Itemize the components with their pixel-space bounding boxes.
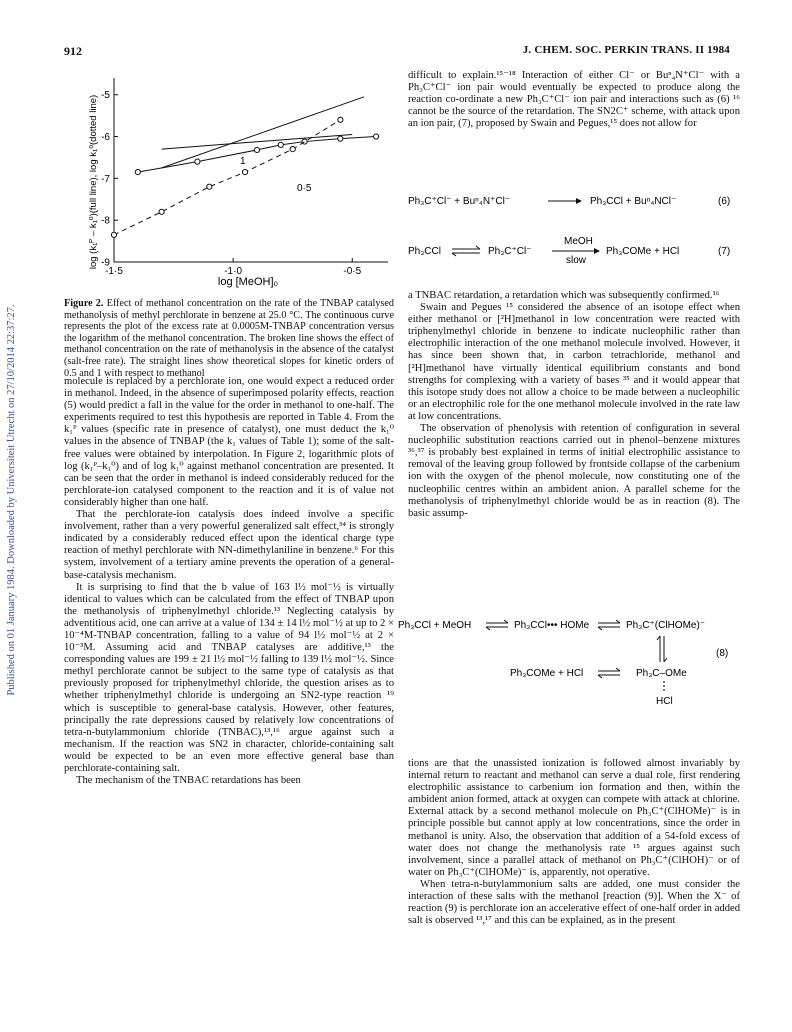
eq8-products: Ph₃COMe + HCl: [510, 668, 584, 679]
download-watermark: Published on 01 January 1984. Downloaded by Universiteit Utrecht on 27/10/2014 22:37:27.: [6, 304, 17, 696]
equation-8-graphic: [398, 612, 740, 712]
right-column-middle: [408, 290, 740, 520]
slope-1-label: 1: [240, 156, 246, 167]
series-2-line: [162, 97, 365, 168]
journal-header: J. CHEM. SOC. PERKIN TRANS. II 1984: [522, 44, 730, 56]
x-tick-label: -1·0: [224, 266, 243, 277]
y-tick-label: -7: [101, 173, 110, 185]
eq7-reactant: Ph₃CCl: [408, 246, 441, 257]
figure-caption-text: Effect of methanol concentration on the rate of the TNBAP catalysed methanolysis of methyl perchlorate in benzene at 25.0 °C. The continuous curve represents the plot of the excess rate at 0.0005M-TNBAP concentration versus the logarithm of the methanol concentration. The broken line shows the effect of methanol concentration on the rate of methanolysis in the absence of the catalyst (salt-free rate). The straight lines show theoretical slopes for kinetic orders of 0.5 and 1 with respect to methanol: [64, 298, 394, 379]
series-1-point: [242, 169, 247, 174]
series-1-point: [207, 184, 212, 189]
y-tick-label: -9: [101, 257, 110, 269]
series-0-point: [373, 134, 378, 139]
figure-2: [70, 70, 400, 292]
chart-axes: [101, 78, 388, 277]
eq6-right: Ph₃CCl + Buⁿ₄NCl⁻: [590, 196, 677, 207]
eq6-left: Ph₃C⁺Cl⁻ + Buⁿ₄N⁺Cl⁻: [408, 196, 511, 207]
left-paragraph-3: It is surprising to find that the b value of 163 l½ mol⁻½ is virtually identical to values which can be calculated from the effect of TNBAP upon the methanolysis of triphenylmethyl chloride.¹³ Neglecting catalysis by adventitious acid, one can arrive at a value of 134 ± 14 l½ mol⁻½ at up to 2 × 10⁻⁴M-TNBAP concentration, falling to a value of 94 l½ mol⁻½ at 2 × 10⁻³M. Assuming acid and TNBAP catalyses are additive,¹³ the corresponding values are 199 ± 21 l½ mol⁻½ falling to 139 l½ mol⁻½. Since methyl perchlorate cannot be subject to the same type of catalysis as that previously proposed for triphenylmethyl chloride, the question arises as to whether triphenylmethyl chloride is undergoing an SN2-type reaction ¹⁹ which is susceptible to general-base catalysis. However, other features, principally the rate depressions caused by relatively low concentrations of tetra-n-butylammonium chloride (TNBAC),¹³,¹⁶ argue against such a mechanism. If the reaction was SN2 in character, chloride-containing salt would be expected to be an even more effective general base than perchlorate-containing salt.: [64, 581, 394, 774]
eq7-ion-pair: Ph₃C⁺Cl⁻: [488, 246, 532, 257]
figure-2-chart: [70, 70, 400, 292]
eq8-intermediate: Ph₃C–OMe: [636, 668, 687, 679]
left-paragraph-1: molecule is replaced by a perchlorate ion, one would expect a reduced order in methanol. Indeed, in the absence of superimposed polarity effects, reaction (5) would predict a fall in the value for the order in methanol to one-half. The experiments required to test this hypothesis are reported in Table 4. From the k₁ᴾ values (specific rate in presence of catalyst), one must deduct the k₁⁰ values in the absence of TNBAP (the k₁ values of Table 1); some of the salt-free values were obtained by interpolation. In Figure 2, logarithmic plots of log (k₁ᴾ–k₁⁰) and of log k₁⁰ against methanol concentration are presented. It can be seen that the order in methanol is indeed considerably reduced for the perchlorate-ion catalysed component to the reaction and it is of value not considerably higher than one half.: [64, 376, 394, 508]
series-0-point: [278, 142, 283, 147]
series-1-line: [114, 120, 340, 235]
eq8-hcl: HCl: [656, 696, 673, 707]
left-paragraph-2: That the perchlorate-ion catalysis does indeed involve a specific involvement, rather than a very powerful generalized salt effect,³⁴ is strongly indicated by a considerably reduced effect upon the identical charge type reaction of methyl perchlorate with NN-dimethylaniline in benzene.⁶ For this system, involvement of a tertiary amine prevents the operation of a general-base-catalysis mechanism.: [64, 509, 394, 581]
eq7-products: Ph₃COMe + HCl: [606, 246, 680, 257]
eq6-number: (6): [718, 196, 731, 207]
right-paragraph-2: a TNBAC retardation, a retardation which was subsequently confirmed.¹⁶: [408, 290, 720, 301]
series-1-point: [290, 146, 295, 151]
right-paragraph-6: When tetra-n-butylammonium salts are added, one must consider the interaction of these salts with the methanol [reaction (9)]. When the X⁻ of reaction (9) is perchlorate ion an accelerative effect of one-half order in added salt is observed ¹³,¹⁷ and this can be explained, as in the present: [408, 878, 740, 927]
equation-6-7-graphic: [408, 182, 740, 282]
series-0-point: [338, 136, 343, 141]
x-tick-label: -0·5: [343, 266, 362, 277]
eq7-arrow-icon: [594, 248, 600, 254]
right-paragraph-5: tions are that the unassisted ionization is followed almost invariably by internal return to reactant and methanol can serve a dual role, first rendering electrophilic assistance to carbenium ion formation and then, within the ambident anion formed, attack at oxygen can compete with attack at chlorine. External attack by a second methanol molecule on Ph₃C⁺(ClHOMe)⁻ is in principle possible but cannot apply at low concentrations, since the order in methanol is unity. Also, the observation that addition of a 54-fold excess of water does not change the methanolysis rate ¹⁵ argues against such involvement, since a parallel attack of methanol on Ph₃C⁺(ClHOH)⁻ or of water on Ph₃C⁺(ClHOMe)⁻ is, apparently, not operative.: [408, 758, 740, 878]
right-paragraph-1: difficult to explain.¹⁵⁻¹⁸ Interaction of either Cl⁻ or Buⁿ₄N⁺Cl⁻ with a Ph₃C⁺Cl⁻ ion pair would eventually be expected to produce along the reaction co-ordinate a new Ph₃C⁺Cl⁻ ion pair and interactions such as (6) ¹⁶ cannot be the source of the retardation. The SN2C⁺ scheme, with attack upon an ion pair, (7), proposed by Swain and Pegues,¹⁵ does not allow for: [408, 70, 740, 130]
figure-caption-label: Figure 2.: [64, 298, 104, 309]
slope-05-label: 0·5: [297, 183, 312, 194]
chart-marks: [111, 97, 378, 238]
right-column-top: [408, 70, 740, 130]
right-paragraph-3: Swain and Pegues ¹⁵ considered the absence of an isotope effect when either methanol or [²H]methanol in low concentration were reacted with triphenylmethyl chloride in benzene to indicate nucleophilic rather than electrophilic interaction of the one methanol molecule involved. However, it has since been shown that, in carbon tetrachloride, methanol and [²H]methanol have virtually identical equilibrium constants and bond strengths for complexing with a variety of bases ³⁵ and it would appear that this isotope study does not allow a choice to be made between a nucleophilic or an electrophilic role for the one methanol molecule involved in the rate law at low concentrations.: [408, 302, 740, 422]
equations-6-7: [408, 182, 740, 282]
x-tick-label: -1·5: [105, 266, 123, 277]
eq8-complex: Ph₃CCl••• HOMe: [514, 620, 590, 631]
x-axis-label: log [MeOH]₀: [217, 276, 279, 288]
series-0-point: [254, 147, 259, 152]
y-tick-label: -6: [101, 132, 110, 144]
eq8-ion-pair: Ph₃C⁺(ClHOMe)⁻: [626, 620, 706, 631]
y-axis-label: log (k₁ᴾ – k₁⁰)(full line), log k₁⁰(dotted line): [88, 94, 99, 270]
series-0-point: [135, 169, 140, 174]
y-tick-label: -8: [101, 215, 110, 227]
right-paragraph-4: The observation of phenolysis with retention of configuration in several nucleophilic substitution reactions carried out in phenol–benzene mixtures ³⁶,³⁷ is probably best explained in terms of initial electrophilic assistance to removal of the leaving group followed by frontside collapse of the carbenium ion with the oxygen of the phenol molecule, now constituting one of the nucleophilic centres within an ambident anion. A parallel scheme for the methanolysis of triphenylmethyl chloride would be as in reaction (8). The basic assump-: [408, 423, 740, 519]
eq7-meoh: MeOH: [564, 236, 593, 247]
figure-caption: [64, 298, 394, 379]
eq8-number: (8): [716, 648, 729, 659]
y-tick-label: -5: [101, 90, 110, 102]
equation-8: [398, 612, 740, 712]
right-column-bottom: [408, 758, 740, 927]
eq7-number: (7): [718, 246, 731, 257]
series-1-point: [159, 209, 164, 214]
eq7-slow: slow: [566, 255, 587, 266]
series-1-point: [338, 117, 343, 122]
series-0-point: [195, 159, 200, 164]
eq8-reactants: Ph₃CCl + MeOH: [398, 620, 472, 631]
page-number: 912: [64, 44, 82, 58]
eq6-arrow-icon: [576, 198, 582, 204]
left-column: [64, 376, 394, 787]
left-paragraph-4: The mechanism of the TNBAC retardations has been: [76, 775, 301, 787]
series-1-point: [111, 232, 116, 237]
